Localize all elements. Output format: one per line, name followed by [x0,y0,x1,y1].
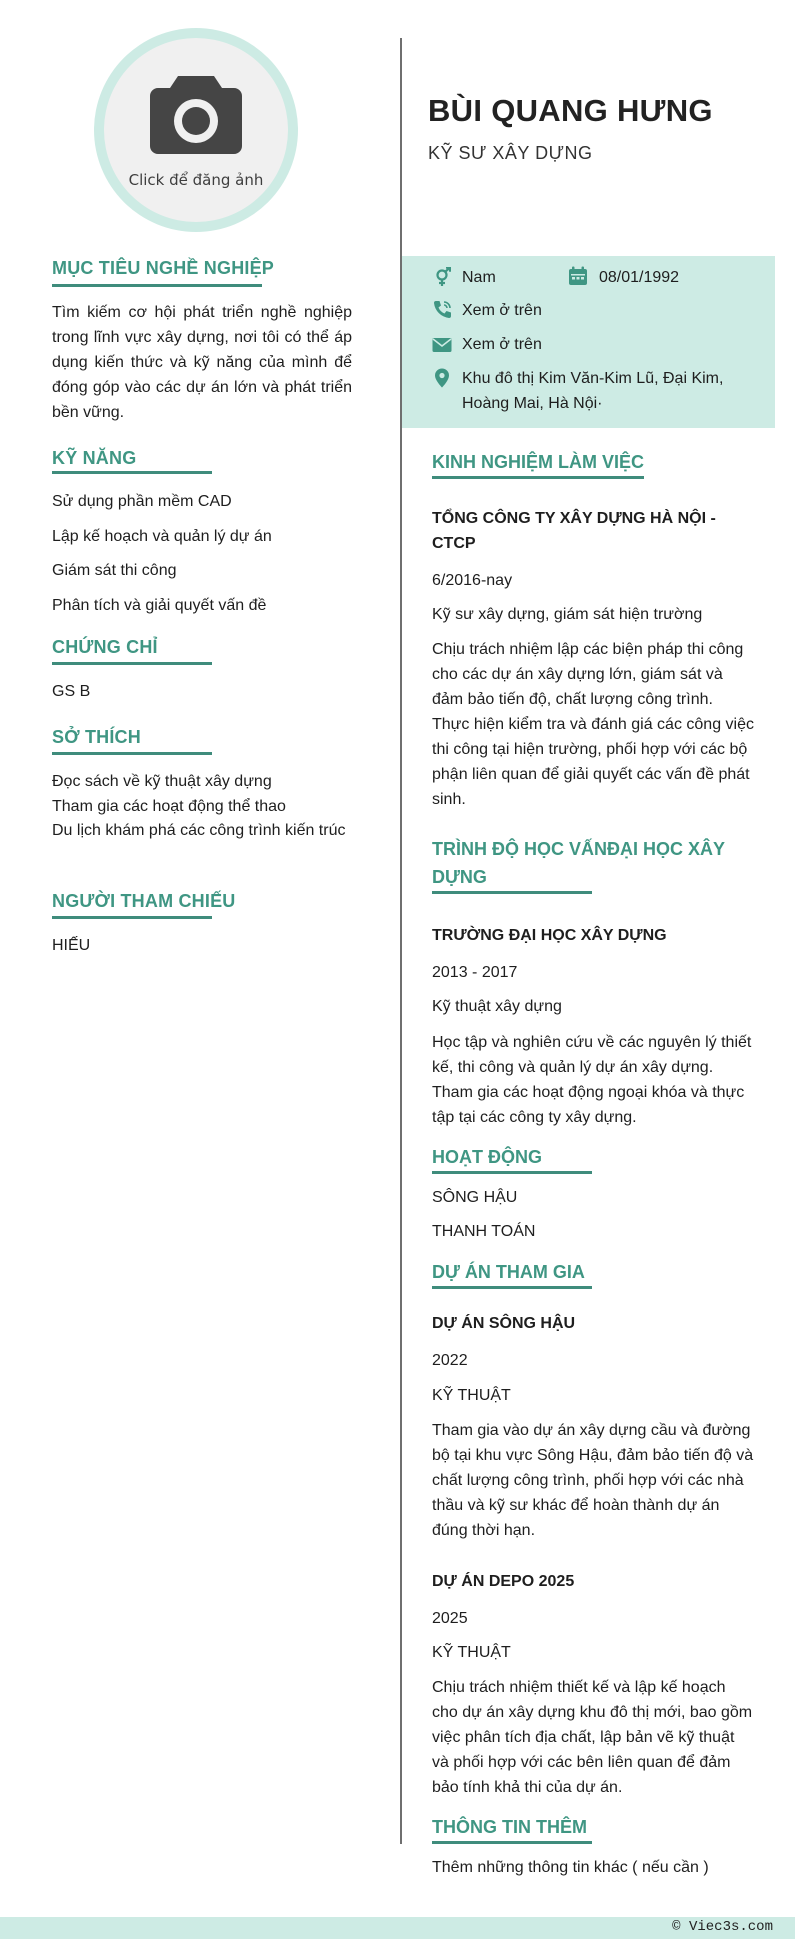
references-underline [52,916,212,919]
reference-item: HIẾU [52,937,91,954]
camera-icon [148,74,244,156]
footer-bar [0,1917,795,1939]
experience-period: 6/2016-nay [432,572,513,589]
contact-gender: Nam [462,269,496,286]
projects-underline [432,1286,592,1289]
skill-item: Giám sát thi công [52,562,177,579]
skills-title: KỸ NĂNG [52,448,137,468]
project-role: KỸ THUẬT [432,1644,511,1661]
contact-address-line1: Khu đô thị Kim Văn-Kim Lũ, Đại Kim, [462,370,724,387]
phone-icon [432,300,452,320]
candidate-role: KỸ SƯ XÂY DỰNG [428,143,593,163]
avatar-upload[interactable] [94,28,298,232]
skill-item: Lập kế hoạch và quản lý dự án [52,528,272,545]
objective-text: Tìm kiếm cơ hội phát triển nghề nghiệp trong lĩnh vực xây dựng, nơi tôi có thể áp dụng kiến thức và kỹ năng của mình để đóng góp vào các dự án lớn và phát triển bền vững. [52,304,352,421]
objective-title: MỤC TIÊU NGHỀ NGHIỆP [52,258,275,278]
contact-birthdate: 08/01/1992 [599,269,680,286]
projects-title: DỰ ÁN THAM GIA [432,1262,585,1282]
skill-item: Sử dụng phần mềm CAD [52,493,232,510]
education-title-line2: DỰNG [432,867,487,887]
calendar-icon [568,266,588,286]
contact-email: Xem ở trên [462,336,542,353]
experience-description: Chịu trách nhiệm lập các biện pháp thi công cho các dự án xây dựng lớn, giám sát và đảm bảo tiến độ, chất lượng công trình. Thực hiện kiểm tra và đánh giá các công việc thi công tại hiện trường, phối hợp với các bộ phận liên quan để giải quyết các vấn đề phát sinh. [432,641,754,808]
hobbies-underline [52,752,212,755]
extra-title: THÔNG TIN THÊM [432,1817,587,1837]
experience-company-line2: CTCP [432,535,476,552]
certificates-title: CHỨNG CHỈ [52,637,158,657]
project-year: 2025 [432,1610,468,1627]
skill-item: Phân tích và giải quyết vấn đề [52,597,267,614]
hobbies-title: SỞ THÍCH [52,727,141,747]
avatar-upload-label: Click để đăng ảnh [128,171,264,189]
email-icon [432,335,452,355]
references-title: NGƯỜI THAM CHIẾU [52,891,236,911]
extra-text: Thêm những thông tin khác ( nếu cần ) [432,1859,709,1876]
experience-position: Kỹ sư xây dựng, giám sát hiện trường [432,606,703,623]
experience-company-line1: TỔNG CÔNG TY XÂY DỰNG HÀ NỘI - [432,510,716,527]
project-role: KỸ THUẬT [432,1387,511,1404]
skills-underline [52,471,212,474]
project-name: DỰ ÁN SÔNG HẬU [432,1315,576,1332]
avatar[interactable] [104,38,288,222]
education-title-line1: TRÌNH ĐỘ HỌC VẤNĐẠI HỌC XÂY [432,839,726,859]
experience-underline [432,476,644,479]
project-description: Chịu trách nhiệm thiết kế và lập kế hoạch cho dự án xây dựng khu đô thị mới, bao gồm việc phân tích địa chất, lập bản vẽ kỹ thuật và phối hợp với các bên liên quan để đảm bảo tính khả thi của dự án. [432,1679,753,1796]
footer-copyright: © Viec3s.com [672,1919,773,1935]
objective-underline [52,284,262,287]
activity-item: THANH TOÁN [432,1223,536,1240]
hobby-item: Tham gia các hoạt động thể thao [52,798,286,815]
hobby-item: Đọc sách về kỹ thuật xây dựng [52,773,272,790]
activities-underline [432,1171,592,1174]
gender-icon [432,267,452,287]
candidate-name: BÙI QUANG HƯNG [428,93,713,128]
education-period: 2013 - 2017 [432,964,518,981]
education-major: Kỹ thuật xây dựng [432,998,562,1015]
contact-box [402,256,775,428]
activities-title: HOẠT ĐỘNG [432,1147,542,1167]
contact-phone: Xem ở trên [462,302,542,319]
certificates-underline [52,662,212,665]
contact-address-line2: Hoàng Mai, Hà Nội· [462,395,603,412]
project-name: DỰ ÁN DEPO 2025 [432,1573,575,1590]
education-school: TRƯỜNG ĐẠI HỌC XÂY DỰNG [432,927,667,944]
extra-underline [432,1841,592,1844]
certificate-item: GS B [52,683,91,700]
project-description: Tham gia vào dự án xây dựng cầu và đường bộ tại khu vực Sông Hậu, đảm bảo tiến độ và chất lượng công trình, phối hợp với các nhà thầu và kỹ sư khác để hoàn thành dự án đúng thời hạn. [432,1422,754,1539]
project-year: 2022 [432,1352,468,1369]
location-icon [432,368,452,388]
activity-item: SÔNG HẬU [432,1189,518,1206]
hobby-item: Du lịch khám phá các công trình kiến trúc [52,822,346,839]
education-underline [432,891,592,894]
experience-title: KINH NGHIỆM LÀM VIỆC [432,452,645,472]
education-description: Học tập và nghiên cứu về các nguyên lý thiết kế, thi công và quản lý dự án xây dựng. Tham gia các hoạt động ngoại khóa và thực tập tại các công ty xây dựng. [432,1034,752,1126]
